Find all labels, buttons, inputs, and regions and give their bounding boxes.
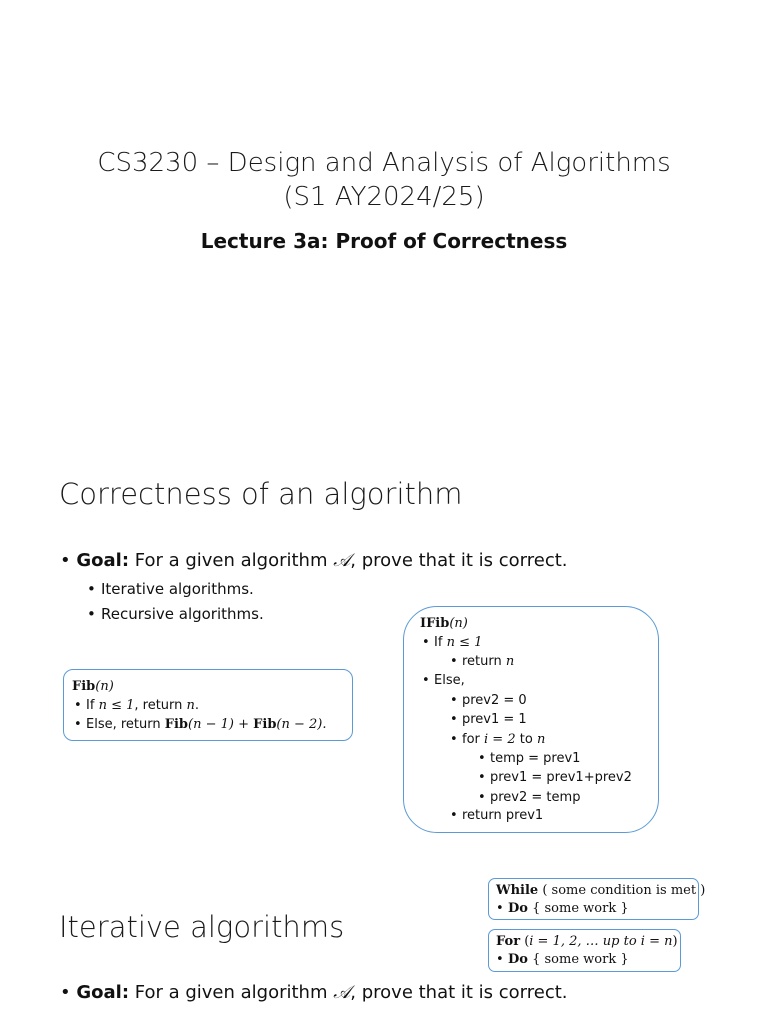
ifib-prev2-init: • prev2 = 0 (450, 693, 527, 708)
goal-text-pre: For a given algorithm (134, 982, 328, 1003)
bullet-dot: • (60, 550, 71, 571)
ifib-for-line: • for i = 2 to n (450, 732, 546, 747)
bullet-dot: • (60, 982, 71, 1003)
goal-text-pre: For a given algorithm (134, 550, 328, 571)
for-do-line: • Do { some work } (496, 952, 629, 967)
fib-line-recursive: • Else, return Fib(n − 1) + Fib(n − 2). (74, 717, 327, 732)
while-do-line: • Do { some work } (496, 901, 629, 916)
ifib-prev1-init: • prev1 = 1 (450, 712, 527, 727)
ifib-title: IFib(n) (420, 616, 468, 631)
ifib-else-line: • Else, (422, 673, 465, 688)
section-heading-correctness: Correctness of an algorithm (59, 477, 463, 511)
goal-label: Goal: (76, 982, 130, 1003)
slide-title-line2: (S1 AY2024/25) (283, 182, 485, 212)
goal-label: Goal: (76, 550, 130, 571)
lecture-subtitle: Lecture 3a: Proof of Correctness (200, 229, 568, 253)
goal-bullet (60, 550, 568, 571)
ifib-prev2-update: • prev2 = temp (478, 790, 581, 805)
ifib-return-final: • return prev1 (450, 808, 544, 823)
ifib-prev1-update: • prev1 = prev1+prev2 (478, 770, 632, 785)
goal-text-post: , prove that it is correct. (350, 550, 568, 571)
section-heading-iterative: Iterative algorithms (59, 910, 345, 944)
fib-pseudocode-box (63, 669, 353, 741)
ifib-pseudocode-box (403, 606, 659, 833)
for-line: For (i = 1, 2, … up to i = n) (496, 934, 678, 949)
fib-line-base: • If n ≤ 1, return n. (74, 698, 200, 713)
fib-title: Fib(n) (72, 679, 114, 694)
for-pseudocode-box (488, 929, 681, 972)
sub-bullet-recursive: • Recursive algorithms. (87, 605, 264, 623)
sub-bullet-iterative: • Iterative algorithms. (87, 580, 254, 598)
goal-symbol: 𝒜 (333, 550, 351, 571)
ifib-return-n-line: • return n (450, 654, 515, 669)
goal-text-post: , prove that it is correct. (350, 982, 568, 1003)
ifib-temp-line: • temp = prev1 (478, 751, 581, 766)
goal-symbol: 𝒜 (333, 982, 351, 1003)
while-line: While ( some condition is met ) (496, 883, 706, 898)
slide-title-line1: CS3230 – Design and Analysis of Algorithms (97, 148, 671, 178)
while-pseudocode-box (488, 878, 706, 920)
ifib-if-line: • If n ≤ 1 (422, 635, 483, 650)
goal-bullet-iterative (60, 982, 568, 1003)
